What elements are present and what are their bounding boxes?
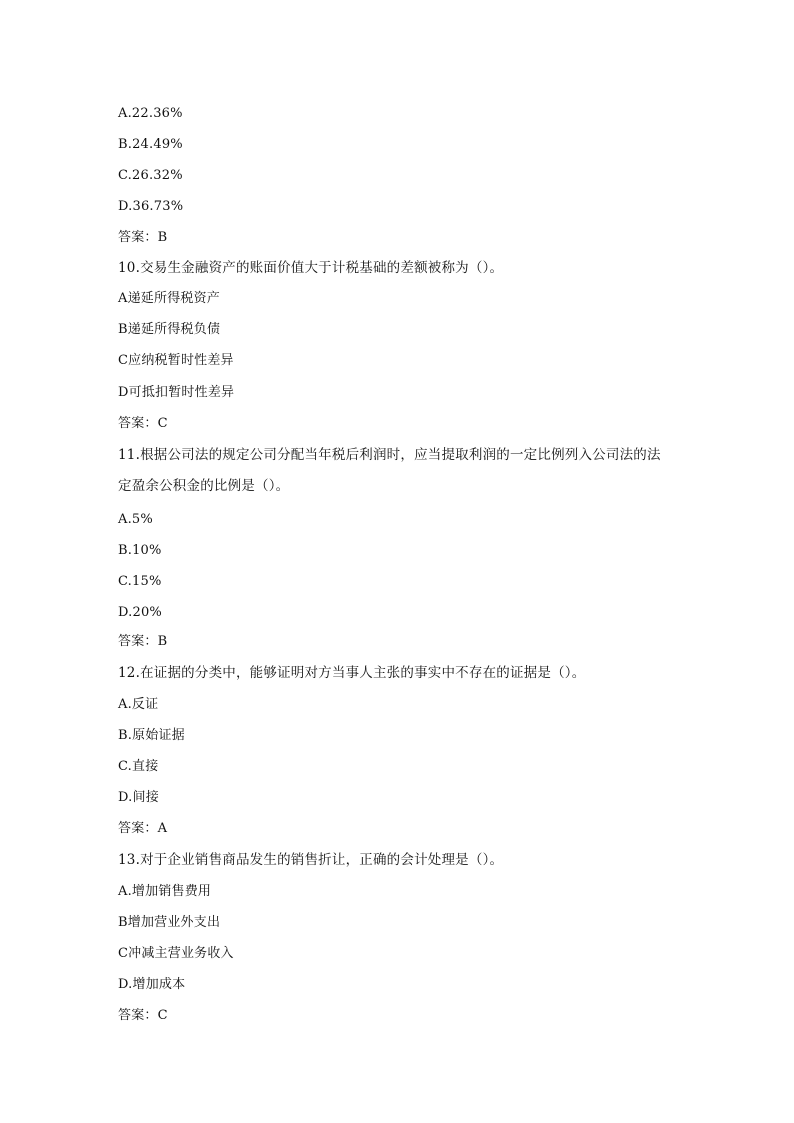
option-d: D.间接 bbox=[118, 790, 159, 805]
question-11: 11.根据公司法的规定公司分配当年税后利润时，应当提取利润的一定比例列入公司法的法 bbox=[118, 447, 661, 463]
option-c: C冲减主营业务收入 bbox=[118, 946, 234, 961]
option-a: A.反证 bbox=[118, 697, 159, 712]
question-11-continued: 定盈余公积金的比例是（）。 bbox=[118, 478, 290, 494]
option-b: B.24.49% bbox=[118, 137, 183, 152]
option-c: C.15% bbox=[118, 574, 162, 589]
option-a: A.增加销售费用 bbox=[118, 884, 212, 899]
question-10: 10.交易生金融资产的账面价值大于计税基础的差额被称为（）。 bbox=[118, 260, 504, 276]
answer: 答案：C bbox=[118, 1008, 168, 1023]
option-b: B.原始证据 bbox=[118, 728, 185, 743]
option-b: B.10% bbox=[118, 543, 162, 558]
question-12: 12.在证据的分类中，能够证明对方当事人主张的事实中不存在的证据是（）。 bbox=[118, 665, 586, 681]
option-b: B递延所得税负债 bbox=[118, 322, 221, 337]
option-b: B增加营业外支出 bbox=[118, 915, 221, 930]
option-d: D.增加成本 bbox=[118, 977, 186, 992]
option-c: C应纳税暂时性差异 bbox=[118, 353, 234, 368]
answer: 答案：C bbox=[118, 416, 168, 431]
option-d: D可抵扣暂时性差异 bbox=[118, 385, 235, 400]
option-d: D.36.73% bbox=[118, 199, 184, 214]
question-13: 13.对于企业销售商品发生的销售折让，正确的会计处理是（）。 bbox=[118, 852, 504, 868]
option-a: A.5% bbox=[118, 512, 153, 527]
answer: 答案：B bbox=[118, 230, 168, 245]
option-c: C.26.32% bbox=[118, 168, 183, 183]
answer: 答案：A bbox=[118, 821, 168, 836]
answer: 答案：B bbox=[118, 634, 168, 649]
option-a: A.22.36% bbox=[118, 106, 183, 121]
option-d: D.20% bbox=[118, 605, 162, 620]
option-a: A递延所得税资产 bbox=[118, 291, 220, 306]
option-c: C.直接 bbox=[118, 759, 159, 774]
